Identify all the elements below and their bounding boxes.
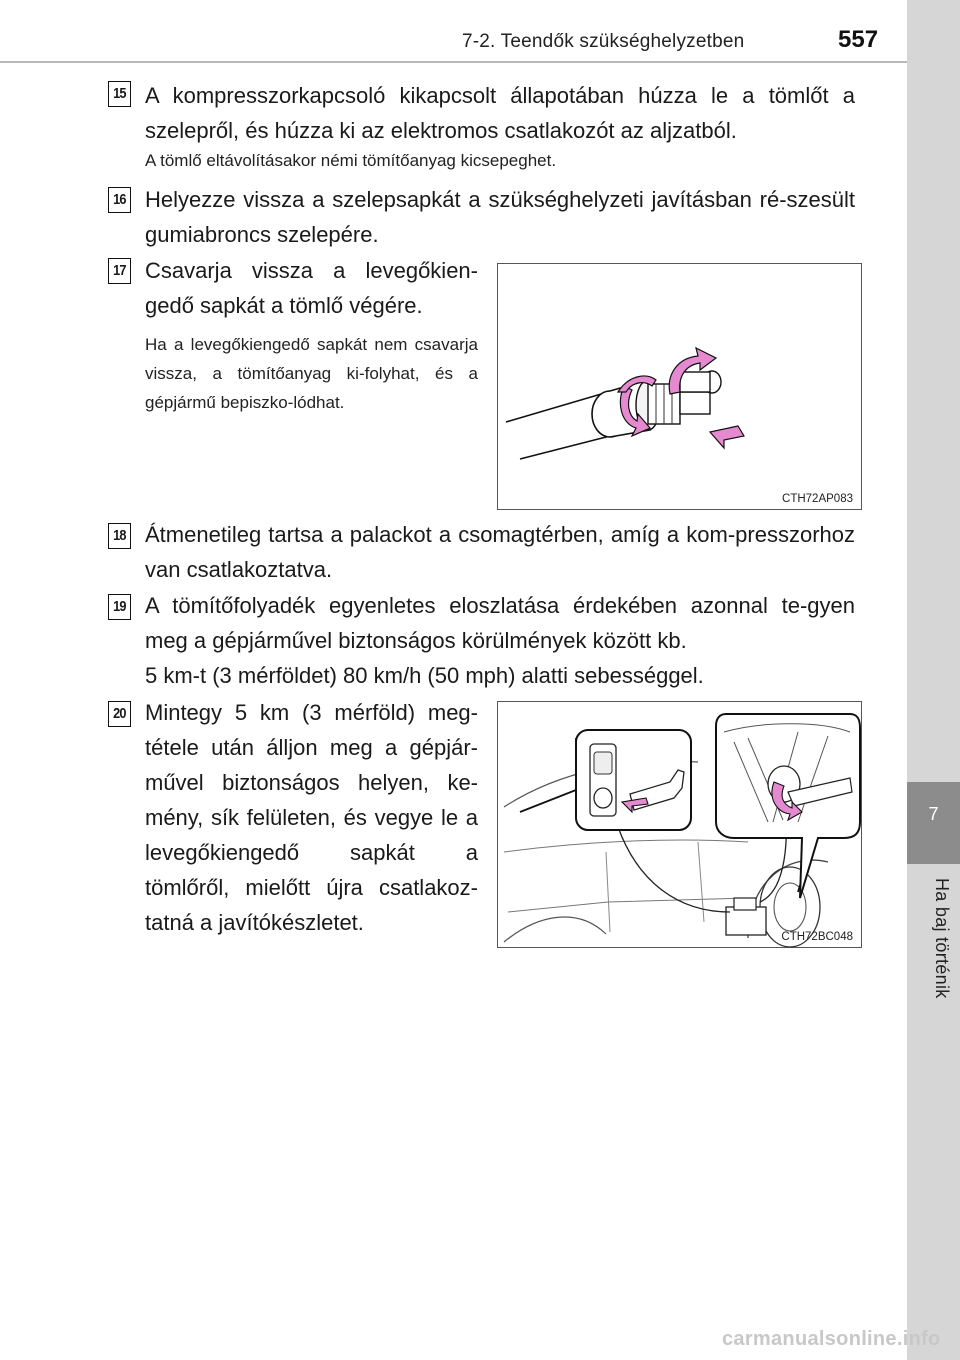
step-17-note: Ha a levegőkiengedő sapkát nem csavarja vissza, a tömítőanyag ki-folyhat, és a gépjármű bepiszko-lódhat. bbox=[145, 335, 478, 412]
step-15-note: A tömlő eltávolításakor némi tömítőanyag kicsepeghet. bbox=[145, 151, 557, 170]
step-badge-15: 15 bbox=[108, 81, 131, 107]
hose-cap-figure bbox=[497, 263, 862, 510]
step-badge-20: 20 bbox=[108, 701, 131, 727]
chapter-sidebar bbox=[907, 0, 960, 1360]
car-repair-kit-illustration bbox=[498, 702, 863, 949]
step-20-text: Mintegy 5 km (3 mérföld) meg-tétele után álljon meg a gépjár-művel biztonságos helyen, ke-mény, sík felületen, és vegye le a levegőkiengedő sapkát a tömlőről, mielőtt újra csatlakoz-tatná a javítókészletet. bbox=[145, 700, 478, 935]
step-badge-18: 18 bbox=[108, 523, 131, 549]
step-16-text: Helyezze vissza a szelepsapkát a szükséghelyzeti javításban ré-szesült gumiabroncs szelepére. bbox=[145, 187, 855, 247]
page-number: 557 bbox=[838, 26, 879, 53]
section-title: 7-2. Teendők szükséghelyzetben bbox=[462, 31, 745, 52]
figure-code: CTH72AP083 bbox=[782, 493, 853, 505]
step-17-text: Csavarja vissza a levegőkien-gedő sapkát a tömlő végére. bbox=[145, 258, 478, 318]
step-badge-17: 17 bbox=[108, 258, 131, 284]
step-badge-19: 19 bbox=[108, 594, 131, 620]
chapter-title: Ha baj történik bbox=[932, 878, 952, 999]
step-18-text: Átmenetileg tartsa a palackot a csomagtérben, amíg a kom-presszorhoz van csatlakoztatva. bbox=[145, 522, 855, 582]
chapter-number: 7 bbox=[928, 804, 939, 824]
push-arrow-icon bbox=[710, 426, 744, 448]
watermark: carmanualsonline.info bbox=[722, 1328, 941, 1350]
step-19-text: A tömítőfolyadék egyenletes eloszlatása érdekében azonnal te-gyen meg a gépjárművel biztonságos körülmények között kb. bbox=[145, 593, 855, 653]
hose-cap-illustration bbox=[498, 264, 863, 511]
step-15-text: A kompresszorkapcsoló kikapcsolt állapotában húzza le a tömlőt a szelepről, és húzza ki az elektromos csatlakozót az aljzatból. bbox=[145, 83, 855, 143]
step-19-text-line2: 5 km-t (3 mérföldet) 80 km/h (50 mph) alatti sebességgel. bbox=[145, 663, 704, 688]
car-repair-kit-figure bbox=[497, 701, 862, 948]
header-divider bbox=[0, 61, 907, 63]
figure-code: CTH72BC048 bbox=[781, 931, 853, 943]
step-badge-16: 16 bbox=[108, 187, 131, 213]
